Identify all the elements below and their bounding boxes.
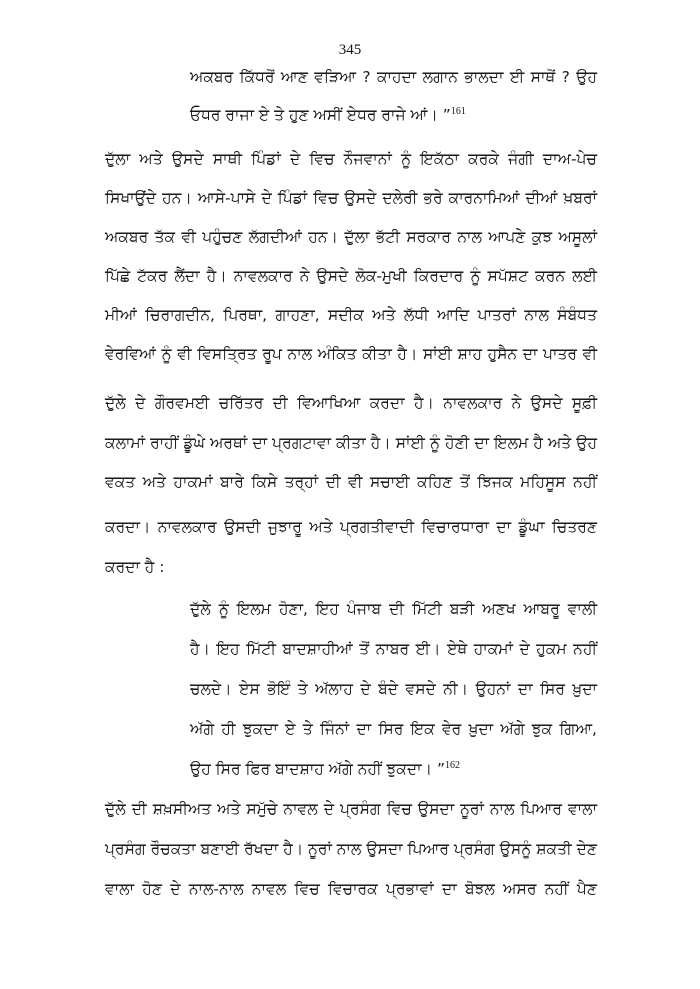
paragraph-line: ਦੁੱਲੇ ਦੀ ਸ਼ਖ਼ਸੀਅਤ ਅਤੇ ਸਮੁੱਚੇ ਨਾਵਲ ਦੇ ਪ੍ਰਸੰਗ ਵਿਚ ਉਸਦਾ ਨੂਰਾਂ ਨਾਲ ਪਿਆਰ ਵਾਲਾ (105, 800, 597, 818)
quote-top-text: ਓਧਰ ਰਾਜਾ ਏ ਤੇ ਹੁਣ ਅਸੀਂ ਏਧਰ ਰਾਜੇ ਆਂ। ” (190, 106, 451, 124)
paragraph-line: ਵਾਲਾ ਹੋਣ ਦੇ ਨਾਲ-ਨਾਲ ਨਾਵਲ ਵਿਚ ਵਿਚਾਰਕ ਪ੍ਰਭਾਵਾਂ ਦਾ ਬੋਝਲ ਅਸਰ ਨਹੀਂ ਪੈਣ (105, 880, 597, 898)
paragraph-line: ਵੇਰਵਿਆਂ ਨੂੰ ਵੀ ਵਿਸਤ੍ਰਿਤ ਰੂਪ ਨਾਲ ਅੰਕਿਤ ਕੀਤਾ ਹੈ। ਸਾਂਈ ਸ਼ਾਹ ਹੁਸੈਨ ਦਾ ਪਾਤਰ ਵੀ (105, 345, 597, 363)
paragraph-line: ਅਕਬਰ ਤੱਕ ਵੀ ਪਹੁੰਚਣ ਲੱਗਦੀਆਂ ਹਨ। ਦੁੱਲਾ ਭੱਟੀ ਸਰਕਾਰ ਨਾਲ ਆਪਣੇ ਕੁਝ ਅਸੂਲਾਂ (105, 228, 597, 246)
paragraph-line: ਪਿੱਛੇ ਟੱਕਰ ਲੈਂਦਾ ਹੈ। ਨਾਵਲਕਾਰ ਨੇ ਉਸਦੇ ਲੋਕ-ਮੁਖੀ ਕਿਰਦਾਰ ਨੂੰ ਸਪੱਸ਼ਟ ਕਰਨ ਲਈ (105, 267, 597, 285)
paragraph-line: ਵਕਤ ਅਤੇ ਹਾਕਮਾਂ ਬਾਰੇ ਕਿਸੇ ਤਰ੍ਹਾਂ ਦੀ ਵੀ ਸਚਾਈ ਕਹਿਣ ਤੋਂ ਝਿਜਕ ਮਹਿਸੂਸ ਨਹੀਂ (105, 473, 597, 491)
quote-text: ਉਹ ਸਿਰ ਫਿਰ ਬਾਦਸ਼ਾਹ ਅੱਗੇ ਨਹੀਂ ਝੁਕਦਾ। ” (190, 760, 445, 778)
quote-top-line: ਅਕਬਰ ਕਿੱਧਰੋਂ ਆਣ ਵੜਿਆ ? ਕਾਹਦਾ ਲਗਾਨ ਭਾਲਦਾ ਈ ਸਾਥੋਂ ? ਉਹ (190, 68, 597, 86)
paragraph-line: ਦੁੱਲੇ ਦੇ ਗੌਰਵਮਈ ਚਰਿੱਤਰ ਦੀ ਵਿਆਖਿਆ ਕਰਦਾ ਹੈ। ਨਾਵਲਕਾਰ ਨੇ ਉਸਦੇ ਸੂਫ਼ੀ (105, 394, 597, 412)
quote-line: ਹੈ। ਇਹ ਮਿੱਟੀ ਬਾਦਸ਼ਾਹੀਆਂ ਤੋਂ ਨਾਬਰ ਈ। ਏਥੇ ਹਾਕਮਾਂ ਦੇ ਹੁਕਮ ਨਹੀਂ (190, 640, 597, 658)
paragraph-line: ਸਿਖਾਉਂਦੇ ਹਨ। ਆਸੇ-ਪਾਸੇ ਦੇ ਪਿੰਡਾਂ ਵਿਚ ਉਸਦੇ ਦਲੇਰੀ ਭਰੇ ਕਾਰਨਾਮਿਆਂ ਦੀਆਂ ਖ਼ਬਰਾਂ (105, 189, 597, 207)
footnote-ref: 161 (450, 106, 466, 117)
paragraph-line: ਪ੍ਰਸੰਗ ਰੌਚਕਤਾ ਬਣਾਈ ਰੱਖਦਾ ਹੈ। ਨੂਰਾਂ ਨਾਲ ਉਸਦਾ ਪਿਆਰ ਪ੍ਰਸੰਗ ਉਸਨੂੰ ਸ਼ਕਤੀ ਦੇਣ (105, 840, 597, 858)
footnote-ref: 162 (444, 760, 460, 771)
paragraph-line: ਮੀਆਂ ਚਿਰਾਗਦੀਨ, ਪਿਰਥਾ, ਗਾਹਣਾ, ਸਦੀਕ ਅਤੇ ਲੱਧੀ ਆਦਿ ਪਾਤਰਾਂ ਨਾਲ ਸੰਬੰਧਤ (105, 306, 597, 324)
quote-line: ਚਲਦੇ। ਏਸ ਭੋਇੰ ਤੇ ਅੱਲਾਹ ਦੇ ਬੰਦੇ ਵਸਦੇ ਨੀ। ਉਹਨਾਂ ਦਾ ਸਿਰ ਖ਼ੁਦਾ (190, 680, 597, 698)
quote-line-last (190, 760, 597, 779)
quote-top-line-last (190, 106, 597, 125)
paragraph-line-last: ਕਰਦਾ ਹੈ : (105, 558, 165, 576)
paragraph-line: ਦੁੱਲਾ ਅਤੇ ਉਸਦੇ ਸਾਥੀ ਪਿੰਡਾਂ ਦੇ ਵਿਚ ਨੌਜਵਾਨਾਂ ਨੂੰ ਇਕੱਠਾ ਕਰਕੇ ਜੰਗੀ ਦਾਅ-ਪੇਚ (105, 150, 597, 168)
quote-line: ਦੁੱਲੇ ਨੂੰ ਇਲਮ ਹੋਣਾ, ਇਹ ਪੰਜਾਬ ਦੀ ਮਿੱਟੀ ਬੜੀ ਅਣਖ ਆਬਰੂ ਵਾਲੀ (190, 600, 597, 618)
page-number: 345 (338, 42, 362, 58)
quote-line: ਅੱਗੇ ਹੀ ਝੁਕਦਾ ਏ ਤੇ ਜਿੰਨਾਂ ਦਾ ਸਿਰ ਇਕ ਵੇਰ ਖ਼ੁਦਾ ਅੱਗੇ ਝੁਕ ਗਿਆ, (190, 720, 597, 738)
paragraph-line: ਕਰਦਾ। ਨਾਵਲਕਾਰ ਉਸਦੀ ਜੁਝਾਰੂ ਅਤੇ ਪ੍ਰਗਤੀਵਾਦੀ ਵਿਚਾਰਧਾਰਾ ਦਾ ਡੂੰਘਾ ਚਿਤਰਣ (105, 518, 597, 536)
paragraph-line: ਕਲਾਮਾਂ ਰਾਹੀਂ ਡੂੰਘੇ ਅਰਥਾਂ ਦਾ ਪ੍ਰਗਟਾਵਾ ਕੀਤਾ ਹੈ। ਸਾਂਈ ਨੂੰ ਹੋਣੀ ਦਾ ਇਲਮ ਹੈ ਅਤੇ ਉਹ (105, 434, 597, 452)
